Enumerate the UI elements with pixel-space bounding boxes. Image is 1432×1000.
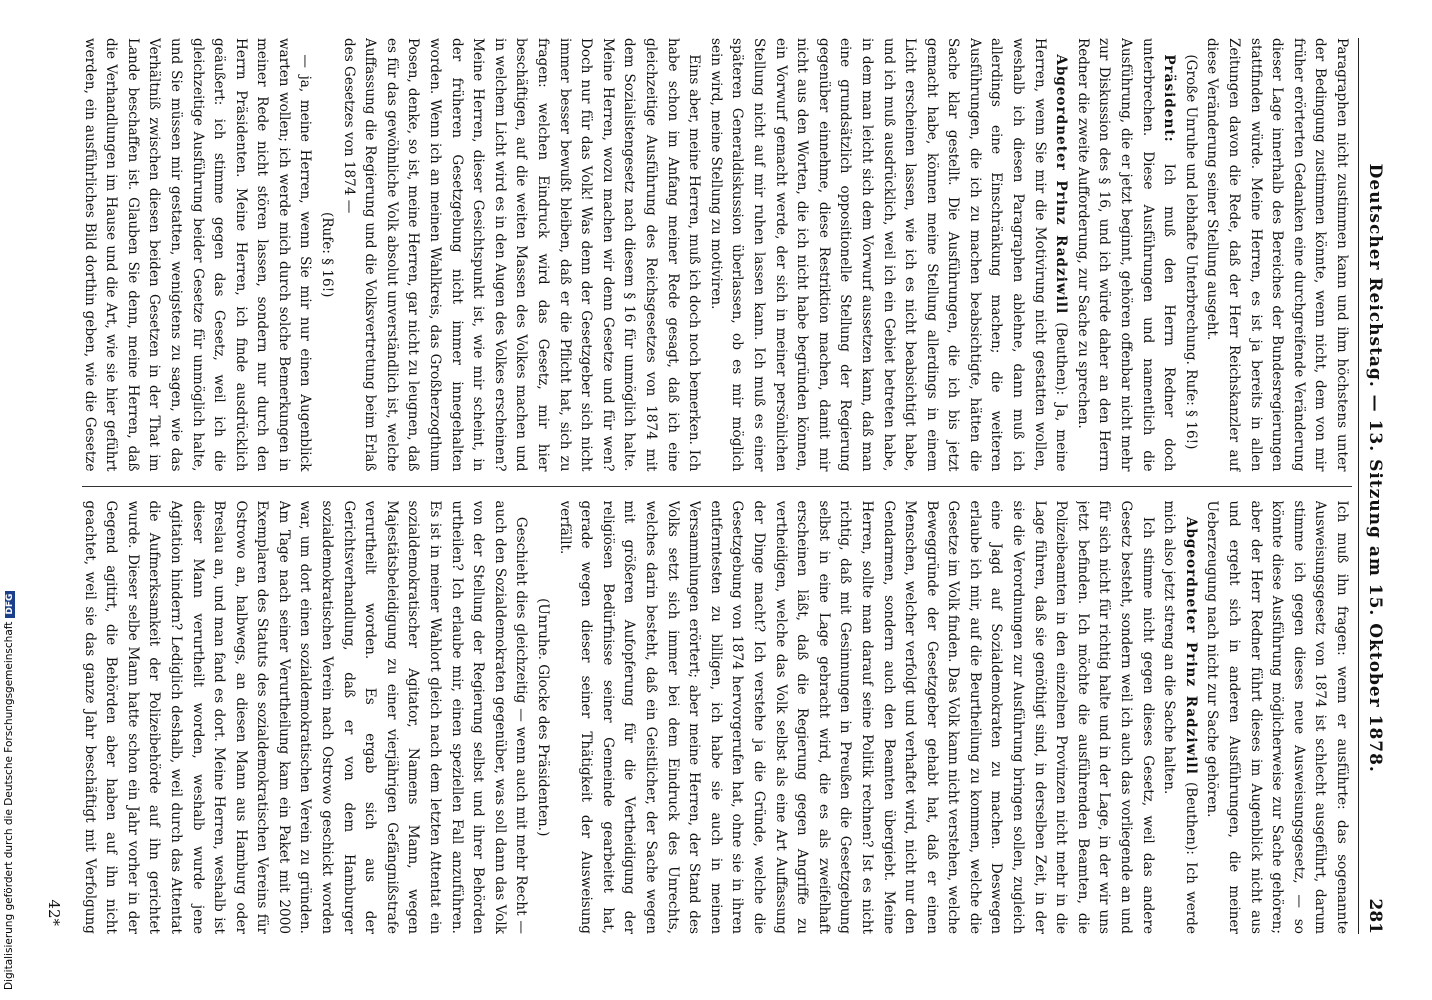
- left-column: [82, 38, 1352, 472]
- paragraph-text: — ja, meine Herren, wenn Sie mir nur einen Augenblick warten wollen; ich werde mich durch solche Bemerkungen in meiner Rede nicht stören lassen, sondern nur durch den Herrn Präsidenten. Meine Herren, ich finde ausdrücklich geäußert: ich stimme gegen das Gesetz, weil ich die gleichzeitige Ausführung beider Gesetze für unmöglich halte, und Sie müssen mir gestatten, wenigstens zu sagen, wie das Verhältniß zwischen diesen beiden Gesetzen in der That im Lande beschaffen ist. Glauben Sie denn, meine Herren, daß die Verhandlungen im Hause und die Art, wie sie hier geführt werden, ein ausführliches Bild dorthin geben, wie die Gesetze: [82, 38, 314, 472]
- signature-mark: 42*: [45, 899, 63, 926]
- interjection: [316, 38, 338, 472]
- paragraph-text: Paragraphen nicht zustimmen kann und ihm höchstens unter der Bedingung zustimmen könnte, wenn nicht, dem von mir früher erörterten Gedanken eine durchgreifende Veränderung dieser Lage innerhalb des Bereiches der Bundesregierungen stattfinden würde. Meine Herren, es ist ja bereits in allen Zeitungen davon die Rede, daß der Herr Reichskanzler auf diese Veränderung seiner Stellung ausgeht.: [1204, 38, 1350, 472]
- paragraph-text: (Große Unruhe und lebhafte Unterbrechung. Rufe: § 16!): [1182, 54, 1199, 450]
- paragraph: [1179, 38, 1201, 472]
- speaker-name: Präsident:: [1161, 54, 1178, 143]
- dfg-logo: DFG: [5, 591, 15, 618]
- right-column: [82, 501, 1352, 935]
- page-number: 281: [1365, 898, 1385, 934]
- column-divider: [82, 486, 1352, 487]
- digitization-credit: [0, 0, 18, 1000]
- speaker-name: Abgeordneter Prinz Radziwill: [1053, 54, 1070, 315]
- page-title: Deutscher Reichstag. — 13. Sitzung am 15. Oktober 1878.: [1365, 163, 1385, 773]
- credit-label: Digitalisierung gefördert durch die Deutsche Forschungsgemeinschaft: [3, 621, 15, 990]
- paragraph-text: (Unruhe. Glocke des Präsidenten.): [535, 598, 552, 837]
- paragraph-text: (Beuthen): Ja, meine Herren, wenn Sie mir die Motivirung nicht gestatten wollen, weshalb ich diesen Paragraphen ablehne, dann muß ich allerdings eine Einschränkung machen; die weiteren Ausführungen, die ich zu machen beabsichtigte, hätten die Sache klar gestellt. Die Ausführungen, die ich bis jetzt gemacht habe, können meine Stellung allerdings in einem Licht erscheinen lassen, wie ich es nicht beabsichtigt habe, und ich muß ausdrücklich, weil ich ein Gebiet betreten habe, in dem man leicht sich dem Vorwurf aussetzen kann, daß man eine grundsätzlich oppositionelle Stellung der Regierung gegenüber einnehme, diese Restriktion machen, damit mir nicht aus den Worten, die ich nicht habe begründen können, ein Vorwurf gemacht werde, der sich in meiner persönlichen Stellung nicht auf mir ruhen lassen kann. Ich muß es einer späteren Generaldiskussion überlassen, ob es mir möglich sein wird, meine Stellung zu motiviren.: [707, 38, 1070, 472]
- paragraph: [337, 38, 704, 472]
- paragraph-text: Ich stimme nicht gegen dieses Gesetz, weil das andere Gesetz besteht, sondern weil ich auch das vorliegende an und für sich nicht für richtig halte und in der Lage, in der wir uns jetzt befinden. Ich möchte die ausführenden Beamten, die Polizeibeamten in den einzelnen Provinzen nicht mehr in die Lage führen, daß sie genöthigt sind, in derselben Zeit, in der sie die Verordnungen zur Ausführung bringen sollen, zugleich eine Jagd auf Sozialdemokraten zu machen. Deswegen erlaube ich mir, auf die Beurtheilung zu kommen, welche die Gesetze im Volk finden. Das Volk kann nicht verstehen, welche Beweggründe der Gesetzgeber gehabt hat, daß er einen Menschen, welcher verfolgt und verhaftet wird, nicht nur den Gendarmen, sondern auch den Beamten übergiebt. Meine Herren, sollte man darauf seine Politik rechnen? Ist es nicht richtig, daß mit Gesinnungen in Preußen die Gesetzgebung selbst in eine Lage gebracht wird, die es als zweifelhaft erscheinen läßt, daß die Regierung gegen Angriffe zu vertheidigen, welche das Volk selbst als eine Art Auffassung der Dinge macht? Ich verstehe ja die Gründe, welche die Gesetzgebung von 1874 hervorgerufen hat, ohne sie in ihren entferntesten zu billigen, ich habe sie auch in meinen Versammlungen erörtert; aber meine Herren, der Stand des Volks setzt sich immer bei dem Eindruck des Unrechts, welches darin besteht, daß ein Geistlicher, der Sache wegen mit größeren Aufopferung für die Vertheidigung der religiösen Bedürfnisse seiner Gemeinde gearbeitet hat, gerade wegen dieser seiner Thätigkeit der Ausweisung verfällt.: [556, 500, 1156, 934]
- paragraph: [553, 501, 1158, 935]
- paragraph: [1158, 501, 1201, 935]
- speaker-name: Abgeordneter Prinz Radziwill: [1182, 516, 1199, 775]
- paragraph: [82, 38, 316, 472]
- paragraph-text: (Beuthen): Ich werde mich also jetzt streng an die Sache halten.: [1161, 500, 1199, 934]
- scanned-page: [35, 20, 1395, 950]
- paragraph-text: Eins aber, meine Herren, muß ich doch noch bemerken. Ich habe schon im Anfang meiner Rede gesagt, daß ich eine gleichzeitige Ausführung des Reichsgesetzes von 1874 mit dem Sozialistengesetz nach diesem § 16 für unmöglich halte. Meine Herren, wozu machen wir denn Gesetze und für wen? Doch nur für das Volk! Was denn der Gesetzgeber sich nicht immer besser bewußt bleiben, daß er die Pflicht hat, sich zu fragen: welchen Eindruck wird das Gesetz, mir hier beschäftigen, auf die weiten Massen des Volkes machen und in welchem Licht wird es in den Augen des Volkes erscheinen? Meine Herren, dieser Gesichtspunkt ist, wie mir scheint, in der früheren Gesetzgebung nicht immer innegehalten worden. Wenn ich an meinen Wahlkreis, das Großherzogthum Posen, denke, so ist, meine Herren, gar nicht zu leugnen, daß es für das gewöhnliche Volk absolut unverständlich ist, welche Auffassung die Regierung und die Volksvertretung beim Erlaß des Gesetzes von 1874 —: [340, 38, 703, 472]
- paragraph: [1071, 38, 1179, 472]
- text-columns: [82, 38, 1352, 934]
- paragraph: [82, 501, 531, 935]
- paragraph: [1201, 38, 1352, 472]
- paragraph-text: Geschieht dies gleichzeitig — wenn auch mit mehr Recht — auch den Sozialdemokraten gegenüber, was soll dann das Volk von der Stellung der Regierung selbst und ihrer Behörden urtheilen? Ich erlaube mir, einen speziellen Fall anzuführen. Es ist in meiner Wahlort gleich nach dem letzten Attentat ein sozialdemokratischer Agitator, Namens Mann, wegen Majestätsbeleidigung zu einer vierjährigen Gefängnißstrafe verurtheilt worden. Es ergab sich aus der Gerichtsverhandlung, daß er von dem Hamburger sozialdemokratischen Verein nach Ostrowo geschickt worden war, um dort einen sozialdemokratischen Verein zu gründen. Am Tage nach seiner Verurtheilung kam ein Paket mit 2000 Exemplaren des Statuts des sozialdemokratischen Vereins für Ostrowo an, halbwegs, an diesen Mann aus Hamburg oder Breslau an, und man fand es dort. Meine Herren, weshalb ist dieser Mann verurtheilt worden, weshalb wurde jene Agitation hindern? Lediglich deshalb, weil durch das Attentat die Aufmerksamkeit der Polizeibehörde auf ihn gerichtet wurde. Dieser selbe Mann hatte schon ein Jahr vorher in der Gegend agitirt, die Behörden aber haben auf ihn nicht geachtet, weil sie das ganze Jahr beschäftigt mit Verfolgung: [82, 500, 530, 934]
- credit-text: [3, 591, 15, 990]
- paragraph: [1201, 501, 1352, 935]
- paragraph-text: Ich muß den Herrn Redner doch unterbrechen. Diese Ausführungen und namentlich die Ausführung, die er jetzt beginnt, gehören offenbar nicht mehr zur Diskussion des § 16, und ich würde daher an den Herrn Redner die zweite Aufforderung, zur Sache zu sprechen.: [1074, 38, 1178, 472]
- paragraph-text: (Rufe: § 16!): [319, 212, 336, 298]
- paragraph: [704, 38, 1071, 472]
- interjection: [531, 501, 553, 935]
- paragraph-text: Ich muß ihn fragen: wenn er ausführte: das sogenannte Ausweisungsgesetz von 1874 ist schlecht ausgeführt, darum stimme ich gegen dieses neue Ausweisungsgesetz, — so könnte diese Ausführung möglicherweise zur Sache gehören; aber der Herr Redner führt dieses im Augenblick nicht aus und ergeht sich in anderen Ausführungen, die meiner Ueberzeugung nach nicht zur Sache gehören.: [1204, 500, 1350, 934]
- page-header: [1358, 38, 1385, 934]
